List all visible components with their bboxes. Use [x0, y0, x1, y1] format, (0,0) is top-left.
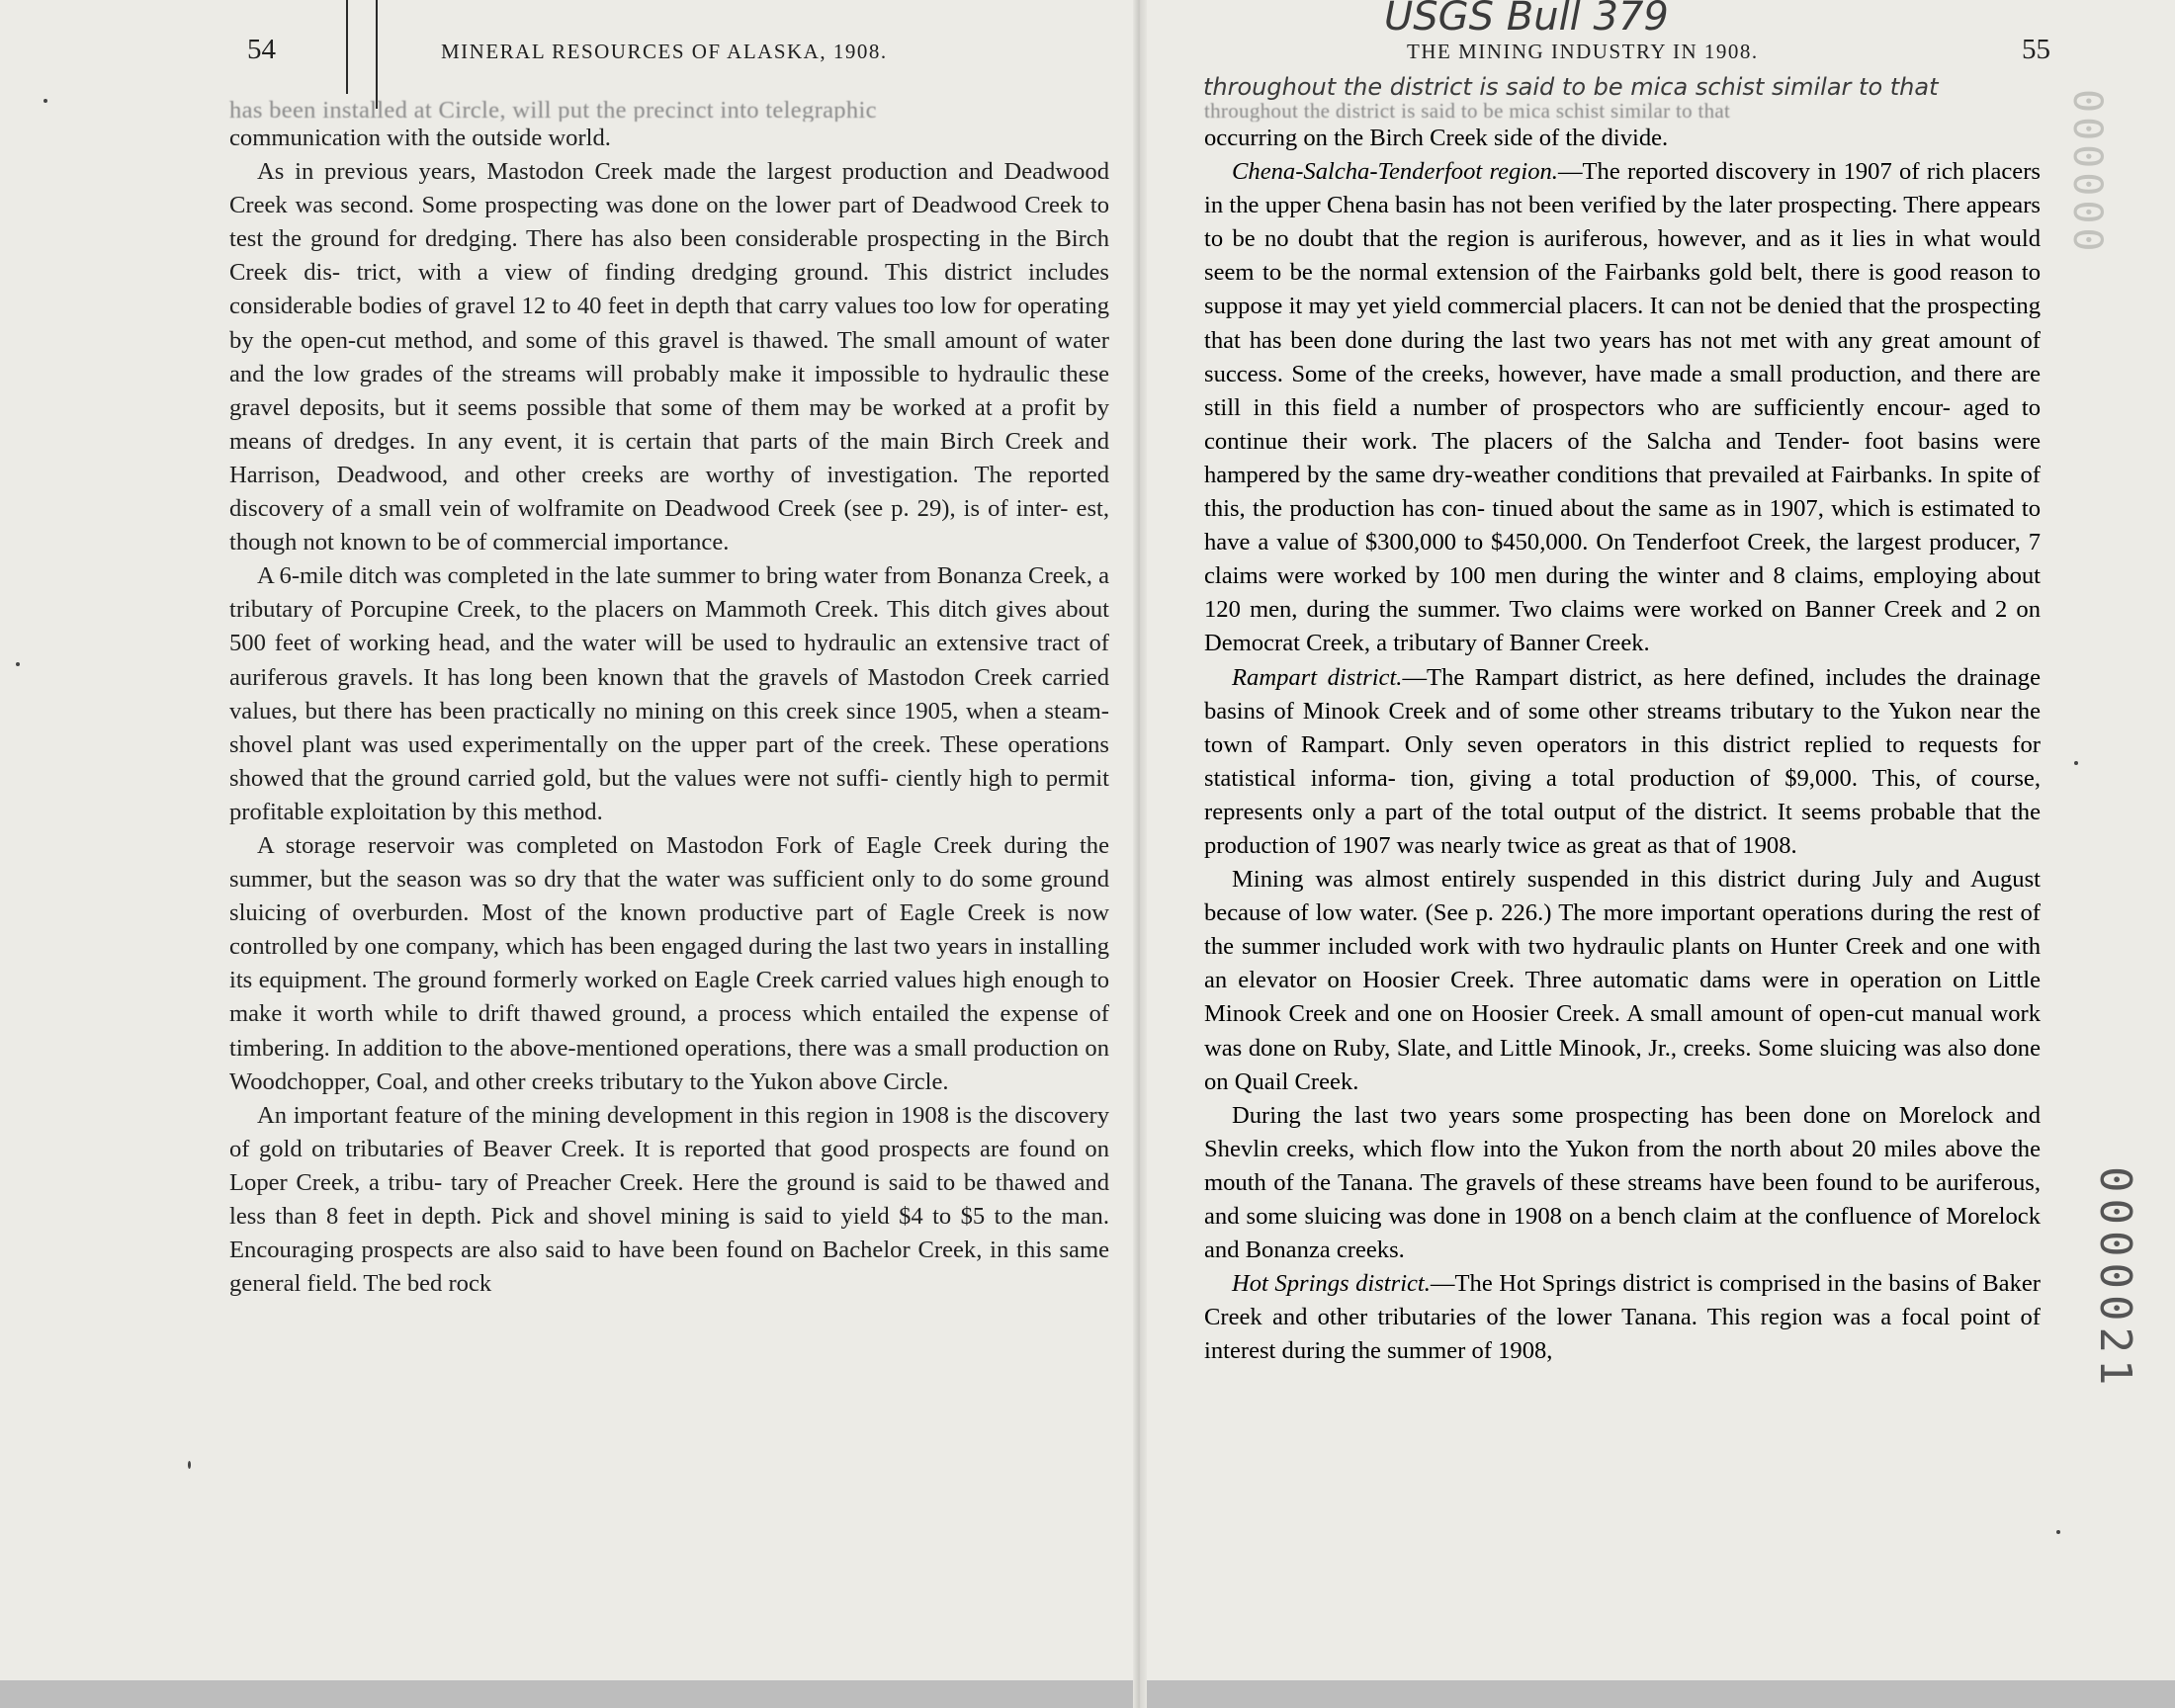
section-heading: Rampart district. — [1232, 663, 1403, 691]
left-text-column — [229, 100, 1109, 1301]
right-page-number: 55 — [2022, 34, 2050, 65]
paragraph: A 6-mile ditch was completed in the late summer to bring water from Bonanza Creek, a tributary of Porcupine Creek, to the placers on Mammoth Creek. This ditch gives about 500 feet of working head, and the water will be used to hydraulic an extensive tract of auriferous gravels. It has long been known that the gravels of Mastodon Creek carried values, but there has been practically no mining on this creek since 1905, when a steam-shovel plant was used experimentally on the upper part of the creek. These operations showed that the ground carried gold, but the values were not suffi- ciently high to permit profitable exploitation by this method. — [229, 562, 1109, 825]
paragraph — [1204, 1099, 2041, 1267]
section-hot-springs — [1204, 1267, 2041, 1368]
right-text-column — [1204, 100, 2042, 1368]
section-heading: Hot Springs district. — [1232, 1270, 1431, 1298]
paragraph: communication with the outside world. — [229, 125, 611, 151]
handwritten-annotation: throughout the district is said to be mica schist similar to that — [1203, 73, 1939, 101]
scan-speck — [2056, 1530, 2060, 1534]
paragraph — [1204, 863, 2041, 1099]
section-text: Mining was almost entirely suspended in this district during July and August because of low water. (See p. 226.) The more important operations during the rest of the summer included work with two hydraulic plants on Hunter Creek and one with an elevator on Hoosier Creek. Three automatic dams were in operation on Little Minook Creek and one on Hoosier Creek. A small amount of open-cut manual work was done on Ruby, Slate, and Little Minook, Jr., creeks. Some sluicing was also done on Quail Creek. — [1204, 866, 2041, 1095]
binding-mark — [346, 0, 348, 94]
paragraph: A storage reservoir was completed on Mastodon Fork of Eagle Creek during the summer, but the season was so dry that the water was sufficient only to do some ground sluicing of overburden. Most of the known productive part of Eagle Creek is now controlled by one company, which has been engaged during the last two years in installing its equipment. The ground formerly worked on Eagle Creek carried values high enough to make it worth while to drift thawed ground, a process which entailed the expense of timbering. In addition to the above-mentioned operations, there was a small production on Woodchopper, Coal, and other creeks tributary to the Yukon above Circle. — [229, 831, 1109, 1095]
handwritten-reference: USGS Bull 379 — [1384, 0, 1669, 40]
section-rampart — [1204, 661, 2041, 864]
binding-mark — [376, 0, 378, 109]
cut-off-line: throughout the district is said to be mica schist similar to that — [1204, 100, 1731, 122]
right-running-head: THE MINING INDUSTRY IN 1908. — [1407, 40, 1759, 63]
scan-speck — [16, 662, 20, 666]
left-page-number: 54 — [247, 34, 276, 65]
archive-stamp-number: 0000021 — [2090, 1166, 2140, 1392]
section-text: —The Rampart district, as here defined, includes the drainage basins of Minook Creek and of some other streams tributary to the Yukon near the town of Rampart. Only seven operators in this district replied to requests for statistical informa- tion, giving a total production of $9,000. This, of course, represents only a part of the total output of the district. It seems probable that the production of 1907 was nearly twice as great as that of 1908. — [1204, 663, 2042, 859]
scan-speck — [188, 1461, 191, 1469]
paragraph: occurring on the Birch Creek side of the divide. — [1204, 125, 1669, 151]
scan-speck — [2074, 761, 2078, 765]
left-running-head: MINERAL RESOURCES OF ALASKA, 1908. — [441, 40, 888, 63]
section-chena — [1204, 155, 2041, 660]
paragraph: An important feature of the mining development in this region in 1908 is the discovery of gold on tributaries of Beaver Creek. It is reported that good prospects are found on Loper Creek, a tribu- tary of Preacher Creek. Here the ground is said to be thawed and less than 8 feet in depth. Pick and shovel mining is said to yield $4 to $5 to the man. Encouraging prospects are also said to have been found on Bachelor Creek, in this same general field. The bed rock — [229, 1101, 1109, 1298]
section-text: —The reported discovery in 1907 of rich placers in the upper Chena basin has not been verified by the later prospecting. There appears to be no doubt that the region is auriferous, however, and as it lies in what would seem to be the normal extension of the Fairbanks gold belt, there is good reason to suppose it may yet yield commercial placers. It can not be denied that the prospecting that has been done during the last two years has not met with any great amount of success. Some of the creeks, however, have made a small production, and there are still in this field a number of prospectors who are sufficiently encour- aged to continue their work. The placers of the Salcha and Tender- foot basins were hampered by the same dry-weather conditions that prevailed at Fairbanks. In spite of this, the production has con- tinued about the same as in 1907, which is estimated to have a value of $300,000 to $450,000. On Tenderfoot Creek, the largest producer, 7 claims were worked by 100 men during the winter and 8 claims, employing about 120 men, during the summer. Two claims were worked on Banner Creek and 2 on Democrat Creek, a tributary of Banner Creek. — [1204, 158, 2041, 657]
section-heading: Chena-Salcha-Tenderfoot region. — [1232, 158, 1558, 186]
faint-stamp-mark: 000000 — [2064, 89, 2110, 256]
paragraph: As in previous years, Mastodon Creek made the largest production and Deadwood Creek was second. Some prospecting was done on the lower part of Deadwood Creek to test the ground for dredging. There has also been considerable prospecting in the Birch Creek dis- trict, with a view of finding dredging ground. This district includes considerable bodies of gravel 12 to 40 feet in depth that carry values too low for operating by the open-cut method, and some of this gravel is thawed. The small amount of water and the low grades of the streams will probably make it impossible to hydraulic these gravel deposits, but it seems possible that some of them may be worked at a profit by means of dredges. In any event, it is certain that parts of the main Birch Creek and Harrison, Deadwood, and other creeks are worthy of investigation. The reported discovery of a small vein of wolframite on Deadwood Creek (see p. 29), is of inter- est, though not known to be of commercial importance. — [229, 158, 1109, 556]
cut-off-line: has been installed at Circle, will put the precinct into telegraphic — [229, 100, 877, 122]
section-text: —The Hot Springs district is comprised in the basins of Baker Creek and other tributaries of the lower Tanana. This region was a focal point of interest during the summer of 1908, — [1204, 1270, 2041, 1365]
scan-speck — [44, 99, 47, 103]
section-text: During the last two years some prospecting has been done on Morelock and Shevlin creeks, which flow into the Yukon from the north about 20 miles above the mouth of the Tanana. The gravels of these streams have been found to be auriferous, and some sluicing was done in 1908 on a bench claim at the confluence of Morelock and Bonanza creeks. — [1204, 1101, 2041, 1264]
